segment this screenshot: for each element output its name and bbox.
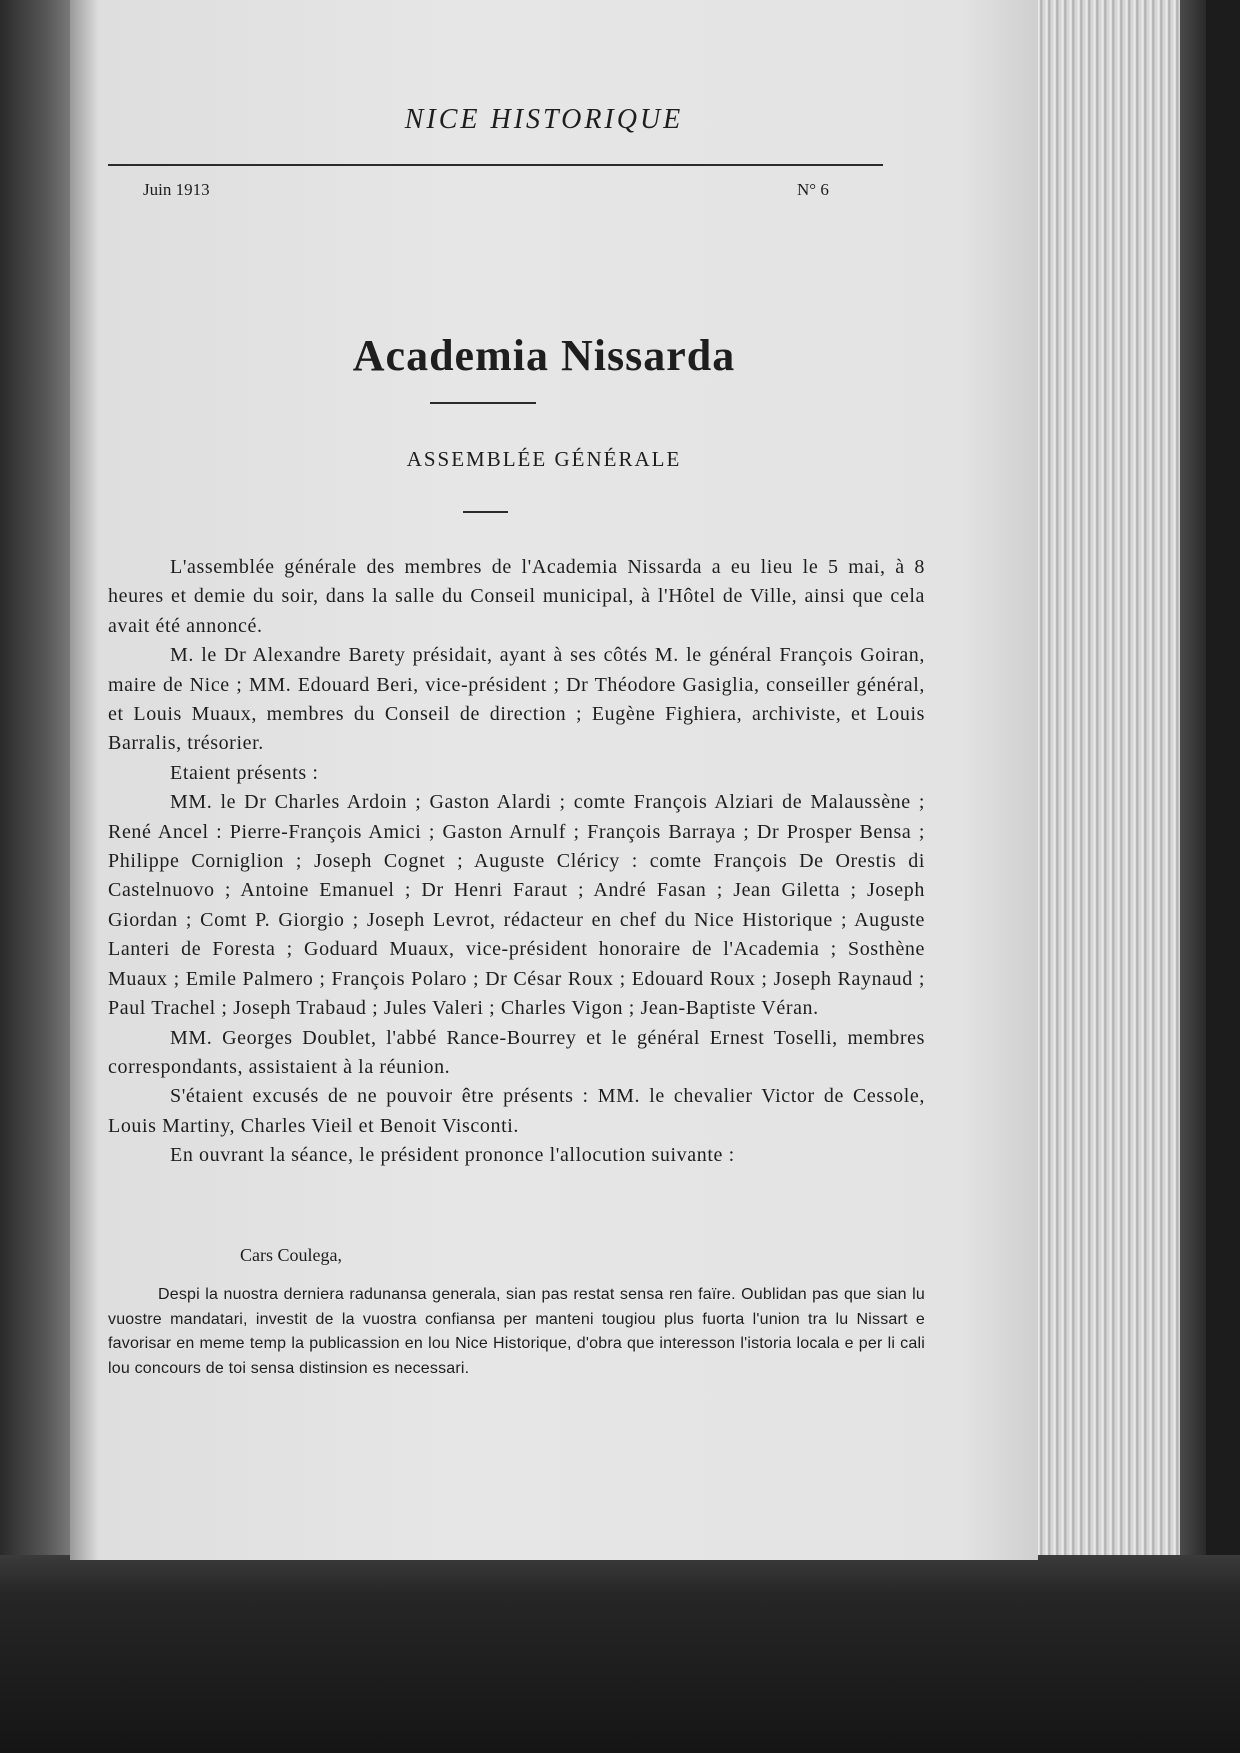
book-cover-bottom bbox=[0, 1555, 1240, 1753]
speech-paragraph: Despi la nuostra derniera radunansa generala, sian pas restat sensa ren faïre. Oublidan pas que sian lu vuostre mandatari, investit de la vuostra confiansa per manteni tougiou plus fuorta l'union tra lu Nissart e favorisar en meme temp la publicassion en lou Nice Historique, d'obra que interesson l'istoria locala e per li cali lou concours de toi sensa distinsion es necessari. bbox=[108, 1286, 925, 1377]
issue-number: N° 6 bbox=[797, 180, 829, 199]
paragraph-attendees: MM. le Dr Charles Ardoin ; Gaston Alardi ; comte François Alziari de Malaussène ; René Ancel : Pierre-François Amici ; Gaston Arnulf ; François Barraya ; Dr Prosper Bensa ; Philippe Corniglion ; Joseph Cognet ; Auguste Cléricy : comte François De Orestis di Castelnuovo ; Antoine Emanuel ; Dr Henri Faraut ; André Fasan ; Jean Giletta ; Joseph Giordan ; Comt P. Giorgio ; Joseph Levrot, rédacteur en chef du Nice Historique ; Auguste Lanteri de Foresta ; Goduard Muaux, vice-président honoraire de l'Academia ; Sosthène Muaux ; Emile Palmero ; François Polaro ; Dr César Roux ; Edouard Roux ; Joseph Raynaud ; Paul Trachel ; Joseph Trabaud ; Jules Valeri ; Charles Vigon ; Jean-Baptiste Véran. bbox=[108, 791, 925, 1020]
paragraph-excused: S'étaient excusés de ne pouvoir être présents : MM. le chevalier Victor de Cessole, Louis Martiny, Charles Vieil et Benoit Visconti. bbox=[108, 1085, 925, 1137]
section-heading: ASSEMBLÉE GÉNÉRALE bbox=[406, 447, 682, 471]
paragraph-present-heading: Etaient présents : bbox=[170, 761, 319, 784]
book-page-edges bbox=[1020, 0, 1186, 1575]
paragraph-correspondents: MM. Georges Doublet, l'abbé Rance-Bourrey et le général Ernest Toselli, membres correspondants, assistaient à la réunion. bbox=[108, 1026, 925, 1078]
running-title: NICE HISTORIQUE bbox=[404, 104, 684, 135]
paragraph-opening: En ouvrant la séance, le président prononce l'allocution suivante : bbox=[170, 1144, 735, 1167]
paragraph-presidency: M. le Dr Alexandre Barety présidait, ayant à ses côtés M. le général François Goiran, maire de Nice ; MM. Edouard Beri, vice-président ; Dr Théodore Gasiglia, conseiller général, et Louis Muaux, membres du Conseil de direction ; Eugène Fighiera, archiviste, et Louis Barralis, trésorier. bbox=[108, 644, 925, 755]
section-rule bbox=[463, 511, 508, 513]
document-page bbox=[70, 0, 1038, 1560]
article-title: Academia Nissarda bbox=[352, 331, 736, 380]
issue-date: Juin 1913 bbox=[143, 180, 210, 199]
article-body bbox=[108, 553, 925, 1171]
title-rule bbox=[430, 402, 536, 404]
speech-text bbox=[108, 1283, 925, 1381]
paragraph-assembly: L'assemblée générale des membres de l'Academia Nissarda a eu lieu le 5 mai, à 8 heures et demie du soir, dans la salle du Conseil municipal, à l'Hôtel de Ville, ainsi que cela avait été annoncé. bbox=[108, 556, 925, 637]
header-rule bbox=[108, 164, 883, 166]
speech-salutation: Cars Coulega, bbox=[240, 1245, 342, 1265]
